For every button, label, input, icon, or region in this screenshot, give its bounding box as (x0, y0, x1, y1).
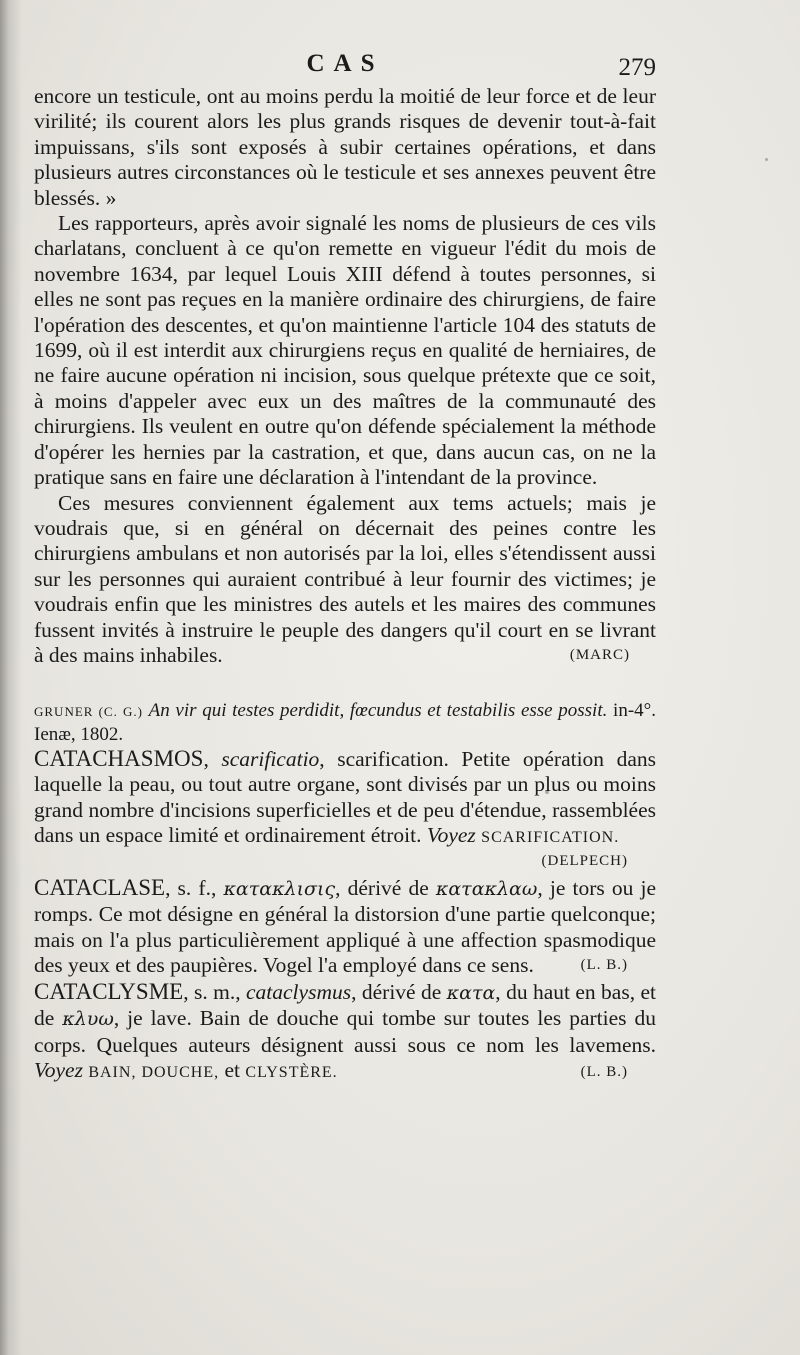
running-head: CAS (306, 50, 384, 77)
paragraph-3-text: Ces mesures conviennent également aux tems actuels; mais je voudrais que, si en général on décernait des peines contre les chirurgiens ambulans et non autorisés par la loi, elles s'étendissent aussi sur les personnes qui auraient contribué à leur fournir des victimes; je voudrais enfin que les ministres des autels et les maires des communes fussent invités à instruire le peuple des dangers qu'il court en se livrant à des mains inhabiles. (34, 490, 656, 667)
entry-grammar: , s. f., (165, 875, 224, 900)
entry-grammar: , s. m., (183, 979, 246, 1004)
entry-text: , dérivé de (351, 979, 447, 1004)
paragraph-3 (34, 491, 656, 669)
signature-delpech: (DELPECH) (541, 853, 628, 870)
entry-headword: CATACLASE (34, 874, 166, 900)
page-number: 279 (618, 54, 656, 81)
greek-term: κατα (446, 981, 496, 1004)
paragraph-1: encore un testicule, ont au moins perdu la moitié de leur force et de leur virilité; ils courent alors les plus grands risques de devenir tout-à-fait impuissans, s'ils sont exposés à subir certaines opérations, et dans plusieurs autres circonstances où le testicule et ses annexes peuvent être blessés. » (34, 84, 656, 210)
signature-lb-2: (L. B.) (580, 1064, 628, 1081)
entry-text: , je lave. Bain de douche qui tombe sur toutes les parties du corps. Quelques auteurs désignent aussi sous ce nom les lavemens. (34, 1006, 656, 1057)
greek-term: κατακλισις (223, 877, 336, 900)
bibliography-entry (34, 699, 656, 746)
entry-text: , je tors ou je romps. Ce mot désigne en général la distorsion d'une partie quelconque; mais on l'a plus particulièrement appliqué à une affection spasmodique des yeux et des paupières. Vogel l'a employé dans ce sens. (34, 875, 657, 977)
entry-headword: CATACLYSME (34, 978, 184, 1004)
bibliography-author: GRUNER (C. G.) (34, 703, 143, 719)
bibliography-title: An vir qui testes perdidit, fœcundus et testabilis esse possit. (148, 699, 608, 721)
ink-speck (765, 158, 768, 161)
greek-term: κατακλαω (435, 877, 538, 900)
entry-headword: CATACHASMOS (34, 745, 204, 771)
entry-text: et (219, 1058, 246, 1083)
signature-marc: (MARC) (569, 647, 630, 664)
binding-gutter-shadow (0, 0, 22, 1355)
bibliography-details: in-4°. Ienæ, 1802. (34, 699, 657, 745)
entry-text: , scarification. Petite opération dans laquelle la peau, ou tout autre organe, sont divisés par un plus ou moins grand nombre d'incisions superficielles et de peu d'étendue, rassemblées dans un espace limité et ordinairement étroit. (34, 746, 656, 847)
page-header (34, 50, 656, 84)
cross-reference: BAIN, DOUCHE, (88, 1064, 220, 1082)
cross-reference: CLYSTÈRE. (245, 1064, 338, 1082)
voyez-label: Voyez (34, 1058, 83, 1083)
page-body (34, 84, 656, 1086)
entry-catachasmos: CATACHASMOS, scarificatio, scarification. Petite opération dans laquelle la peau, ou tout autre organe, sont divisés par un plus ou moins grand nombre d'incisions superficielles et de peu d'étendue, rassemblées dans un espace limité et ordinairement étroit. Voyez SCARIFICATION. (34, 745, 656, 847)
entry-latin: scarificatio (221, 746, 320, 771)
entry-text: , du haut en bas, et de (34, 979, 656, 1031)
entry-text: , dérivé de (335, 875, 436, 900)
entry-latin: cataclysmus (246, 979, 352, 1004)
greek-term: κλυω (62, 1008, 114, 1031)
voyez-label: Voyez (426, 822, 476, 847)
cross-reference: SCARIFICATION. (481, 828, 620, 846)
paragraph-2: Les rapporteurs, après avoir signalé les noms de plusieurs de ces vils charlatans, concluent à ce qu'on remette en vigueur l'édit du mois de novembre 1634, par lequel Louis XIII défend à toutes personnes, si elles ne sont pas reçues en la manière ordinaire des chirurgiens, de faire l'opération des descentes, et qu'on maintienne l'article 104 des statuts de 1699, où il est interdit aux chirurgiens reçus en qualité de herniaires, de ne faire aucune opération ni incision, sous quelque prétexte que ce soit, à moins d'appeler avec eux un des maîtres de la communauté des chirurgiens. Ils veulent en outre qu'on défende spécialement la méthode d'opérer les hernies par la castration, et que, dans aucun cas, on ne la pratique sans en faire une déclaration à l'intendant de la province. (34, 211, 656, 490)
signature-lb: (L. B.) (580, 957, 628, 974)
